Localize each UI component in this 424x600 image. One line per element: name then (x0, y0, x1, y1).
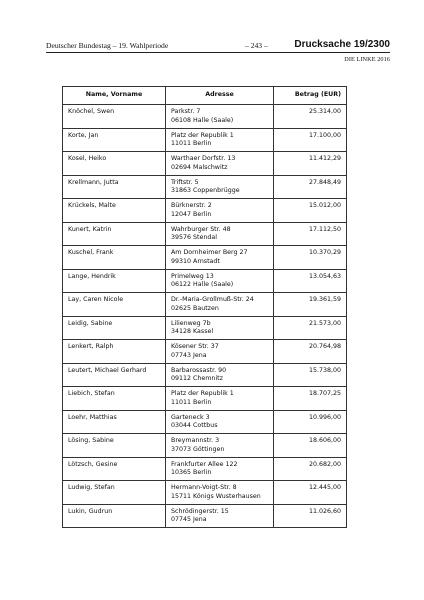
table-row (63, 434, 347, 458)
address-street: Wahrburger Str. 48 (171, 225, 231, 233)
cell-address (166, 340, 274, 364)
header-publication: Deutscher Bundestag – 19. Wahlperiode (46, 41, 169, 50)
column-header-amount: Betrag (EUR) (274, 87, 347, 105)
cell-address (166, 128, 274, 152)
cell-amount: 13.054,63 (274, 269, 347, 293)
address-city: 06108 Halle (Saale) (171, 116, 234, 124)
cell-name: Liebich, Stefan (63, 387, 166, 411)
cell-address (166, 410, 274, 434)
address-street: Breymannstr. 3 (171, 437, 220, 444)
address-city: 37073 Göttingen (171, 445, 225, 453)
header-divider (46, 52, 390, 53)
cell-name: Lösing, Sabine (63, 434, 166, 458)
table-row (63, 128, 347, 152)
cell-amount: 12.445,00 (274, 481, 347, 505)
table-row (63, 152, 347, 176)
cell-amount: 10.370,29 (274, 246, 347, 270)
cell-amount: 20.764,98 (274, 340, 347, 364)
cell-address (166, 293, 274, 317)
address-street: Hermann-Voigt-Str. 8 (171, 484, 237, 491)
address-street: Kösener Str. 37 (171, 343, 219, 350)
cell-name: Loehr, Matthias (63, 410, 166, 434)
cell-address (166, 105, 274, 129)
address-street: Schrödingerstr. 15 (171, 507, 229, 515)
address-city: 34128 Kassel (171, 328, 214, 336)
cell-amount: 11.026,60 (274, 504, 347, 528)
cell-amount: 15.738,00 (274, 363, 347, 387)
address-city: 07745 Jena (171, 516, 207, 524)
section-label: DIE LINKE 2016 (344, 56, 390, 63)
cell-amount: 18.707,25 (274, 387, 347, 411)
cell-name: Lay, Caren Nicole (63, 293, 166, 317)
document-number-prefix: Drucksache 19/ (294, 39, 368, 50)
cell-name: Kosel, Heiko (63, 152, 166, 176)
table-row (63, 457, 347, 481)
page-number: – 243 – (245, 41, 268, 50)
cell-amount: 18.606,00 (274, 434, 347, 458)
table-row (63, 481, 347, 505)
cell-name: Knöchel, Swen (63, 105, 166, 129)
address-city: 06122 Halle (Saale) (171, 281, 234, 289)
address-city: 31863 Coppenbrügge (171, 187, 240, 195)
address-city: 10365 Berlin (171, 469, 212, 477)
cell-address (166, 199, 274, 223)
cell-address (166, 246, 274, 270)
address-street: Triftstr. 5 (171, 178, 199, 186)
table-row (63, 293, 347, 317)
cell-amount: 19.361,59 (274, 293, 347, 317)
document-number-value: 2300 (367, 39, 390, 50)
page-header (46, 39, 390, 53)
cell-address (166, 175, 274, 199)
table-row (63, 363, 347, 387)
address-city: 02694 Malschwitz (171, 163, 228, 171)
cell-amount: 25.314,00 (274, 105, 347, 129)
table-row (63, 387, 347, 411)
address-street: Garteneck 3 (171, 413, 210, 421)
cell-name: Lange, Hendrik (63, 269, 166, 293)
address-city: 02625 Bautzen (171, 304, 219, 312)
cell-address (166, 269, 274, 293)
address-street: Dr.-Maria-Grollmuß-Str. 24 (171, 296, 254, 303)
table-row (63, 410, 347, 434)
address-city: 12047 Berlin (171, 210, 212, 218)
address-street: Frankfurter Allee 122 (171, 460, 238, 468)
address-city: 11011 Berlin (171, 140, 212, 148)
cell-amount: 21.573,00 (274, 316, 347, 340)
cell-name: Krückels, Malte (63, 199, 166, 223)
table-header-row (63, 87, 347, 105)
cell-amount: 20.682,00 (274, 457, 347, 481)
address-city: 09112 Chemnitz (171, 375, 223, 383)
cell-amount: 27.848,49 (274, 175, 347, 199)
cell-address (166, 434, 274, 458)
cell-address (166, 222, 274, 246)
address-street: Platz der Republik 1 (171, 390, 234, 397)
table-row (63, 504, 347, 528)
cell-amount: 17.100,00 (274, 128, 347, 152)
table-row (63, 105, 347, 129)
column-header-address: Adresse (166, 87, 274, 105)
address-city: 99310 Arnstadt (171, 257, 220, 265)
address-city: 03044 Cottbus (171, 422, 218, 430)
cell-address (166, 457, 274, 481)
cell-address (166, 316, 274, 340)
address-street: Lilienweg 7b (171, 319, 211, 327)
table-row (63, 222, 347, 246)
cell-name: Lukin, Gudrun (63, 504, 166, 528)
cell-name: Ludwig, Stefan (63, 481, 166, 505)
address-street: Primelweg 13 (171, 272, 214, 280)
table-row (63, 199, 347, 223)
table-row (63, 269, 347, 293)
cell-name: Korte, Jan (63, 128, 166, 152)
table-body (63, 105, 347, 528)
address-street: Am Dornheimer Berg 27 (171, 249, 248, 256)
cell-address (166, 504, 274, 528)
cell-name: Lenkert, Ralph (63, 340, 166, 364)
cell-amount: 11.412,29 (274, 152, 347, 176)
cell-name: Lötzsch, Gesine (63, 457, 166, 481)
cell-name: Kuschel, Frank (63, 246, 166, 270)
table-row (63, 340, 347, 364)
document-number (294, 39, 390, 50)
address-city: 15711 Königs Wusterhausen (171, 492, 261, 500)
cell-address (166, 387, 274, 411)
cell-name: Leutert, Michael Gerhard (63, 363, 166, 387)
cell-address (166, 481, 274, 505)
address-city: 39576 Stendal (171, 234, 217, 242)
address-city: 11011 Berlin (171, 398, 212, 406)
cell-name: Krellmann, Jutta (63, 175, 166, 199)
cell-amount: 10.996,00 (274, 410, 347, 434)
column-header-name: Name, Vorname (63, 87, 166, 105)
cell-amount: 15.012,00 (274, 199, 347, 223)
cell-name: Leidig, Sabine (63, 316, 166, 340)
table-row (63, 175, 347, 199)
cell-name: Kunert, Katrin (63, 222, 166, 246)
address-city: 07743 Jena (171, 351, 207, 359)
address-street: Parkstr. 7 (171, 108, 201, 115)
cell-address (166, 152, 274, 176)
cell-amount: 17.112,50 (274, 222, 347, 246)
donations-table (62, 86, 347, 528)
address-street: Bürknerstr. 2 (171, 202, 212, 209)
cell-address (166, 363, 274, 387)
address-street: Warthaer Dorfstr. 13 (171, 155, 236, 162)
address-street: Platz der Republik 1 (171, 131, 234, 139)
address-street: Barbarossastr. 90 (171, 366, 227, 374)
table-row (63, 316, 347, 340)
table-row (63, 246, 347, 270)
